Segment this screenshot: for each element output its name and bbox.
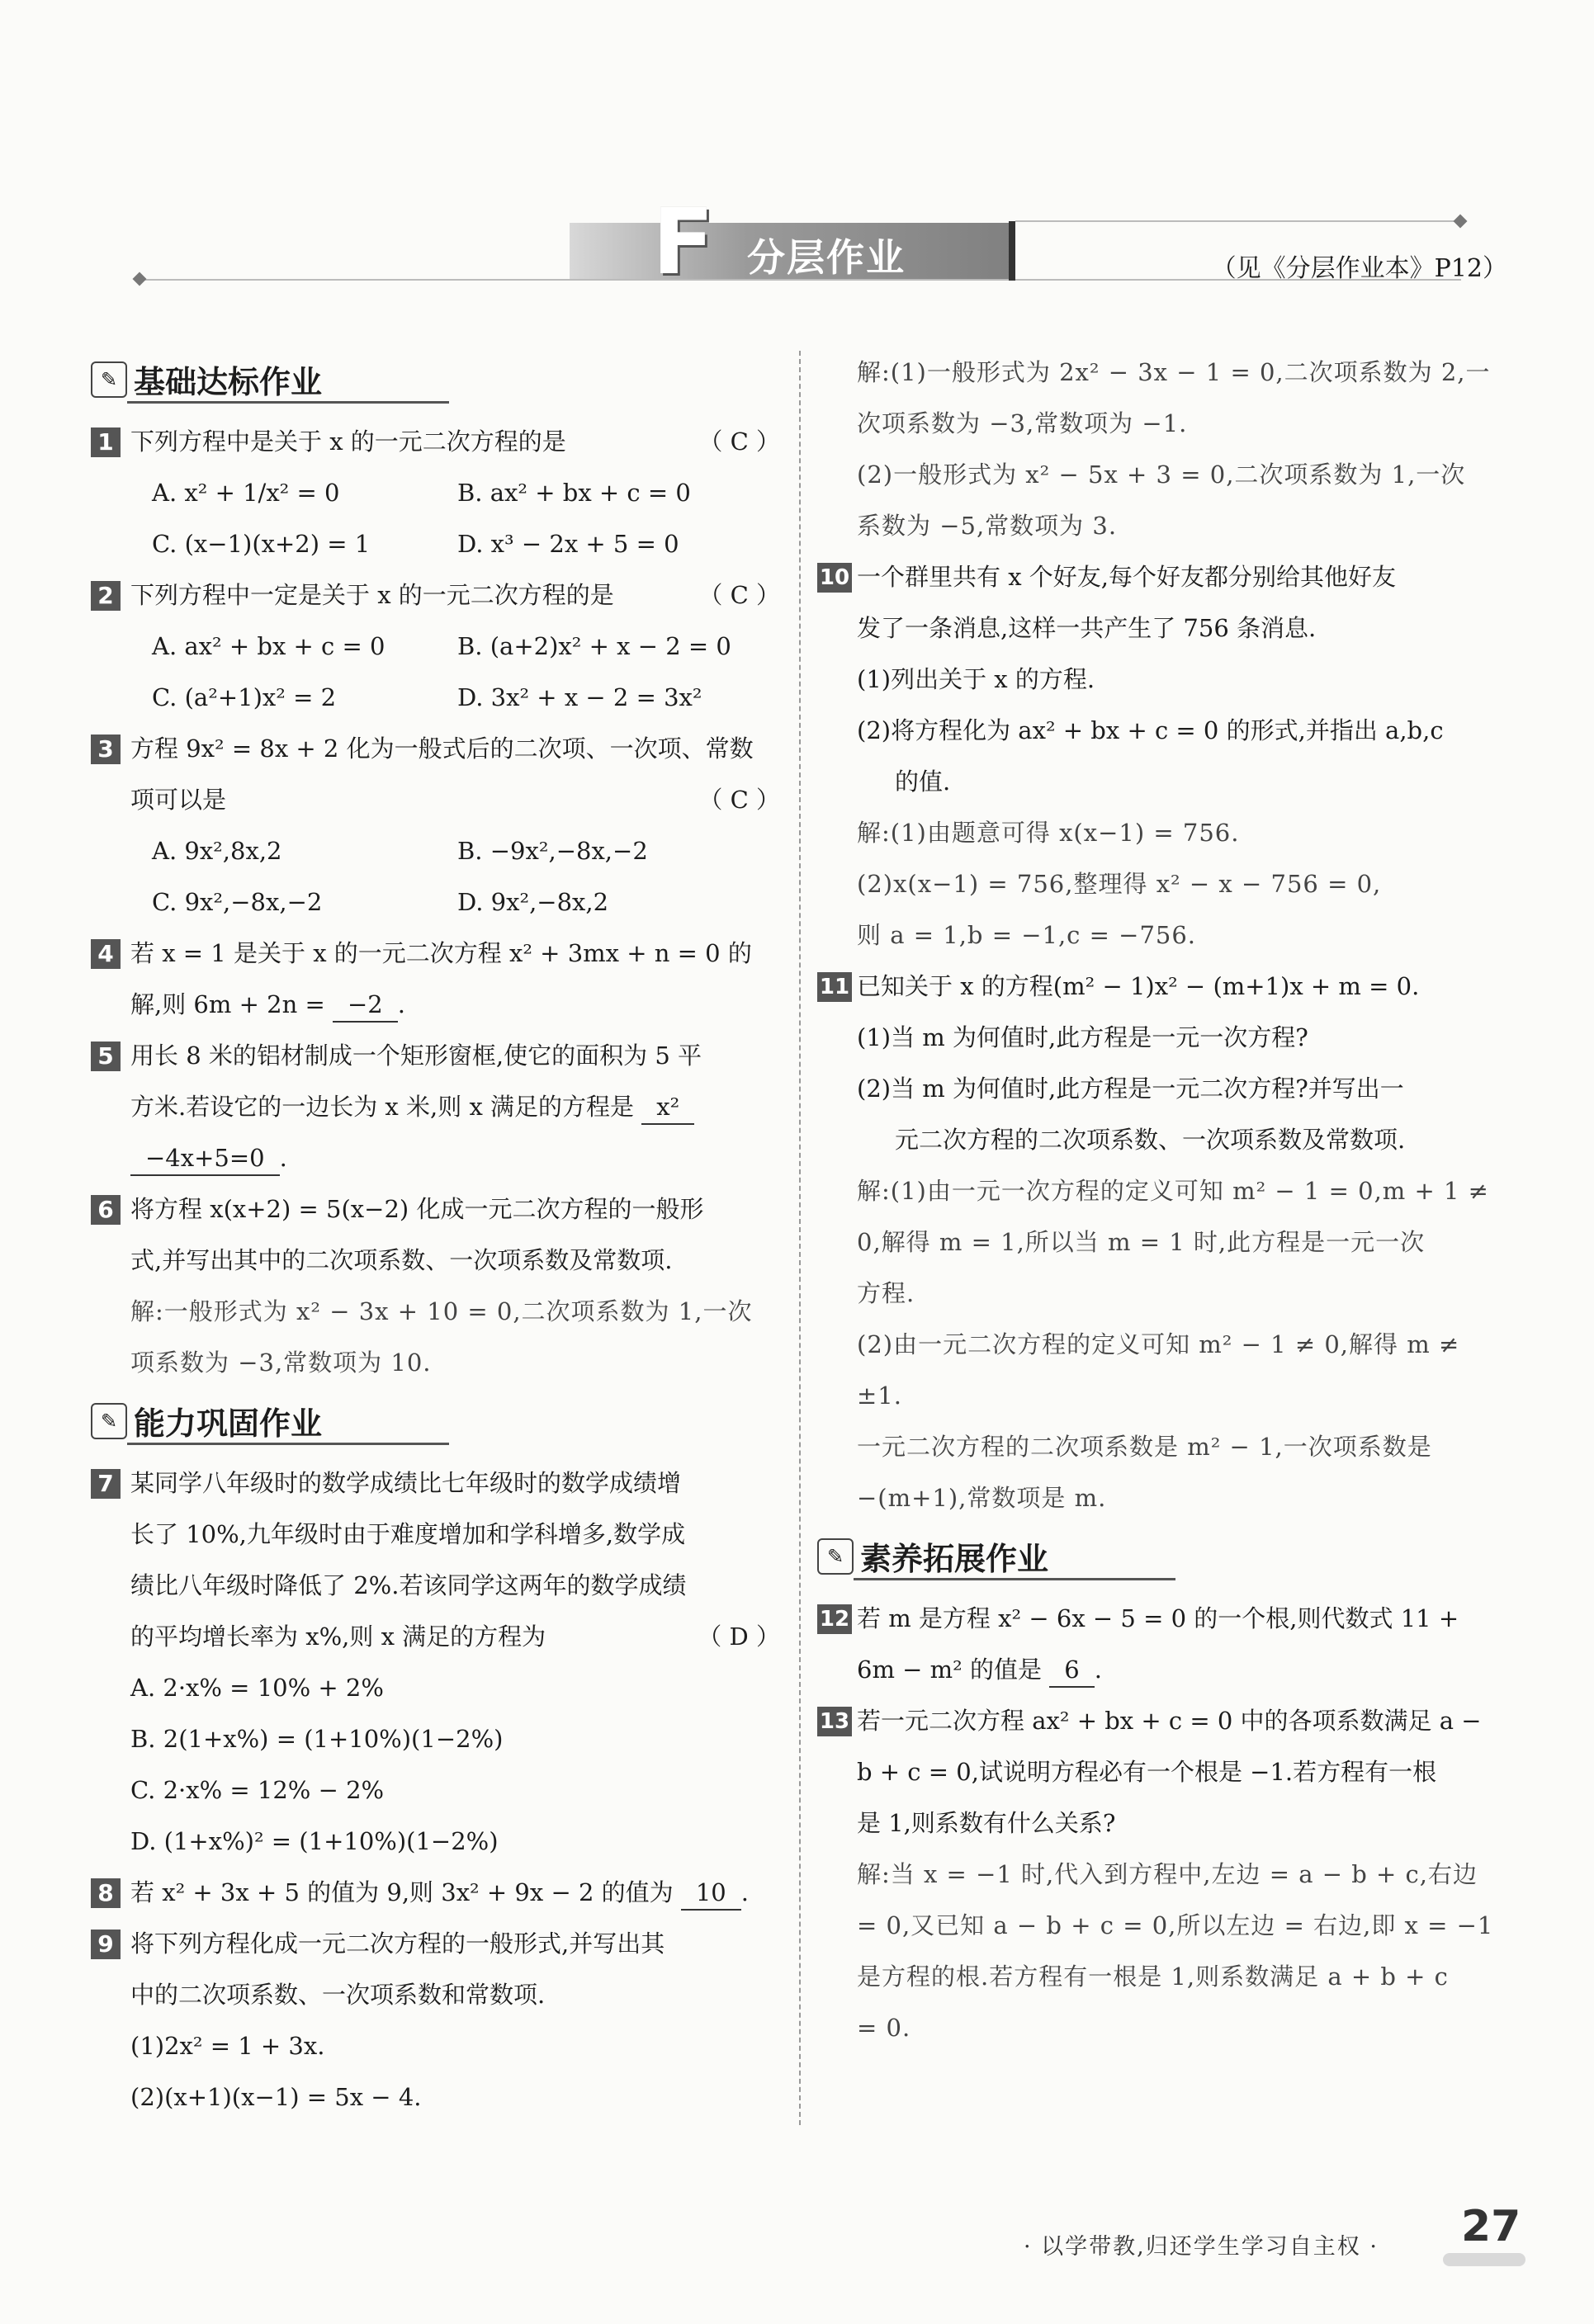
question-12 xyxy=(817,1593,1502,1644)
page-title: 分层作业 xyxy=(747,235,906,280)
question-text-line xyxy=(91,979,780,1030)
question-text-line xyxy=(91,1611,780,1662)
punctuation: . xyxy=(279,1144,287,1172)
solution-line: 则 a = 1,b = −1,c = −756. xyxy=(857,921,1197,949)
question-text-line: 绩比八年级时降低了 2%.若该同学这两年的数学成绩 xyxy=(130,1571,687,1599)
question-text: 已知关于 x 的方程(m² − 1)x² − (m+1)x + m = 0. xyxy=(857,972,1420,1000)
question-text: 若 x = 1 是关于 x 的一元二次方程 x² + 3mx + n = 0 的 xyxy=(130,939,752,967)
option-d: D. x³ − 2x + 5 = 0 xyxy=(457,530,679,558)
question-text: 方米.若设它的一边长为 x 米,则 x 满足的方程是 xyxy=(130,1093,635,1121)
section-label: 素养拓展作业 xyxy=(860,1541,1049,1577)
question-number: 6 xyxy=(91,1195,121,1225)
diamond-icon xyxy=(133,272,147,286)
option-c: C. 9x²,−8x,−2 xyxy=(152,888,323,916)
question-3 xyxy=(91,723,780,774)
solution-line: 解:当 x = −1 时,代入到方程中,左边 = a − b + c,右边 xyxy=(857,1860,1478,1888)
sub-question: 元二次方程的二次项系数、一次项系数及常数项. xyxy=(895,1126,1406,1154)
option-c: C. (x−1)(x+2) = 1 xyxy=(152,530,371,558)
punctuation: . xyxy=(397,990,405,1018)
question-text-line xyxy=(91,1081,780,1132)
question-text: 方程 9x² = 8x + 2 化为一般式后的二次项、一次项、常数 xyxy=(130,735,754,763)
solution-line: = 0. xyxy=(857,2014,911,2042)
page-reference: （见《分层作业本》P12） xyxy=(1211,254,1507,283)
diamond-icon xyxy=(1454,215,1468,229)
solution-line: = 0,又已知 a − b + c = 0,所以左边 = 右边,即 x = −1 xyxy=(857,1911,1494,1939)
question-text: 项可以是 xyxy=(130,786,227,814)
option-b: B. ax² + bx + c = 0 xyxy=(457,479,691,507)
question-text: 解,则 6m + 2n = xyxy=(130,990,325,1018)
sub-question: (2)当 m 为何值时,此方程是一元二次方程?并写出一 xyxy=(857,1075,1404,1103)
question-5 xyxy=(91,1030,780,1081)
option-a: A. x² + 1/x² = 0 xyxy=(152,479,340,507)
option-b: B. 2(1+x%) = (1+10%)(1−2%) xyxy=(130,1725,504,1753)
option-a: A. ax² + bx + c = 0 xyxy=(152,632,385,660)
question-6 xyxy=(91,1183,780,1235)
punctuation: . xyxy=(1094,1656,1102,1684)
solution-line: (2)一般形式为 x² − 5x + 3 = 0,二次项系数为 1,一次 xyxy=(857,461,1466,489)
option-a: A. 9x²,8x,2 xyxy=(152,837,282,865)
section-heading xyxy=(91,352,780,409)
option-d: D. 3x² + x − 2 = 3x² xyxy=(457,683,702,711)
solution-line: (2)由一元二次方程的定义可知 m² − 1 ≠ 0,解得 m ≠ xyxy=(857,1330,1460,1358)
question-text: 6m − m² 的值是 xyxy=(857,1656,1043,1684)
question-number: 8 xyxy=(91,1878,121,1908)
option-b: B. −9x²,−8x,−2 xyxy=(457,837,648,865)
solution-line: 解:(1)一般形式为 2x² − 3x − 1 = 0,二次项系数为 2,一 xyxy=(857,358,1491,386)
solution-line: 项系数为 −3,常数项为 10. xyxy=(130,1349,432,1377)
section-heading xyxy=(817,1528,1502,1586)
question-number: 2 xyxy=(91,581,121,611)
question-text-line xyxy=(91,1132,780,1183)
sub-question: (1)当 m 为何值时,此方程是一元一次方程? xyxy=(857,1023,1308,1051)
option-c: C. (a²+1)x² = 2 xyxy=(152,683,337,711)
question-text: 的平均增长率为 x%,则 x 满足的方程为 xyxy=(130,1623,546,1651)
question-text-line xyxy=(91,1235,780,1286)
page-number-bar xyxy=(1443,2253,1525,2266)
options-row xyxy=(91,518,780,569)
question-text: 若 x² + 3x + 5 的值为 9,则 3x² + 9x − 2 的值为 xyxy=(130,1878,674,1906)
question-text: 若一元二次方程 ax² + bx + c = 0 中的各项系数满足 a − xyxy=(857,1707,1482,1735)
question-7 xyxy=(91,1457,780,1509)
header-divider xyxy=(1015,220,1461,222)
question-number: 4 xyxy=(91,939,121,969)
pencil-icon: ✎ xyxy=(91,1403,127,1439)
options-row xyxy=(91,672,780,723)
banner-bar xyxy=(1009,221,1015,281)
question-text-line xyxy=(91,774,780,825)
banner-letter: F xyxy=(652,189,715,295)
solution-line: (2)x(x−1) = 756,整理得 x² − x − 756 = 0, xyxy=(857,870,1382,898)
right-column xyxy=(817,347,1502,2053)
question-text-line: 中的二次项系数、一次项系数和常数项. xyxy=(130,1981,546,2009)
option-a: A. 2·x% = 10% + 2% xyxy=(130,1674,384,1702)
question-1 xyxy=(91,416,780,467)
answer-blank: 10 xyxy=(681,1876,741,1911)
question-11 xyxy=(817,961,1502,1012)
pencil-icon: ✎ xyxy=(91,361,127,398)
solution-line: 是方程的根.若方程有一根是 1,则系数满足 a + b + c xyxy=(857,1963,1449,1991)
answer-blank: −2 xyxy=(333,988,398,1023)
solution-line: −(m+1),常数项是 m. xyxy=(857,1484,1107,1512)
section-label: 基础达标作业 xyxy=(134,364,323,400)
question-text: 下列方程中是关于 x 的一元二次方程的是 xyxy=(130,427,566,456)
solution-line: 方程. xyxy=(857,1279,915,1307)
question-text-line: 是 1,则系数有什么关系? xyxy=(857,1809,1116,1837)
options-row xyxy=(91,621,780,672)
sub-question: (1)列出关于 x 的方程. xyxy=(857,665,1095,693)
question-number: 7 xyxy=(91,1469,121,1499)
option-d: D. 9x²,−8x,2 xyxy=(457,888,609,916)
solution-line: 一元二次方程的二次项系数是 m² − 1,一次项系数是 xyxy=(857,1433,1432,1461)
question-number: 3 xyxy=(91,735,121,764)
question-number: 10 xyxy=(817,563,852,593)
answer-choice: （ C ） xyxy=(698,581,780,609)
punctuation: . xyxy=(740,1878,749,1906)
answer-blank: −4x+5=0 xyxy=(130,1141,280,1176)
solution-line: 系数为 −5,常数项为 3. xyxy=(857,512,1118,540)
question-9 xyxy=(91,1918,780,1969)
option-c: C. 2·x% = 12% − 2% xyxy=(130,1776,385,1804)
sub-question: (2)(x+1)(x−1) = 5x − 4. xyxy=(130,2083,422,2111)
answer-blank: x² xyxy=(641,1090,694,1125)
section-underline xyxy=(127,1443,449,1445)
question-text-line xyxy=(817,1644,1502,1695)
answer-choice: （ C ） xyxy=(698,786,780,814)
left-column xyxy=(91,347,780,2123)
footer-slogan: · 以学带教,归还学生学习自主权 · xyxy=(1024,2234,1379,2260)
question-2 xyxy=(91,569,780,621)
question-text: 将下列方程化成一元二次方程的一般形式,并写出其 xyxy=(130,1930,665,1958)
solution-line: 解:一般形式为 x² − 3x + 10 = 0,二次项系数为 1,一次 xyxy=(130,1297,753,1325)
options-row xyxy=(91,467,780,518)
sub-question: (1)2x² = 1 + 3x. xyxy=(130,2032,325,2060)
section-heading xyxy=(91,1393,780,1451)
question-text: 若 m 是方程 x² − 6x − 5 = 0 的一个根,则代数式 11 + xyxy=(857,1604,1459,1632)
question-text: 用长 8 米的铝材制成一个矩形窗框,使它的面积为 5 平 xyxy=(130,1042,702,1070)
question-text-line: b + c = 0,试说明方程必有一个根是 −1.若方程有一根 xyxy=(857,1758,1437,1786)
column-divider xyxy=(799,351,801,2125)
solution-line: 0,解得 m = 1,所以当 m = 1 时,此方程是一元一次 xyxy=(857,1228,1426,1256)
answer-choice: （ C ） xyxy=(698,427,780,456)
section-label: 能力巩固作业 xyxy=(134,1405,323,1442)
solution-line: 解:(1)由题意可得 x(x−1) = 756. xyxy=(857,819,1240,847)
question-text: 某同学八年级时的数学成绩比七年级时的数学成绩增 xyxy=(130,1469,682,1497)
options-row xyxy=(91,825,780,876)
question-text: 式,并写出其中的二次项系数、一次项系数及常数项. xyxy=(130,1246,673,1274)
section-underline xyxy=(127,401,449,404)
question-8 xyxy=(91,1867,780,1918)
question-number: 5 xyxy=(91,1042,121,1071)
question-number: 13 xyxy=(817,1707,852,1736)
solution-line: 次项系数为 −3,常数项为 −1. xyxy=(857,409,1188,437)
question-text: 下列方程中一定是关于 x 的一元二次方程的是 xyxy=(130,581,614,609)
pencil-icon: ✎ xyxy=(817,1538,854,1575)
question-4 xyxy=(91,928,780,979)
option-b: B. (a+2)x² + x − 2 = 0 xyxy=(457,632,731,660)
question-text: 一个群里共有 x 个好友,每个好友都分别给其他好友 xyxy=(857,563,1397,591)
option-d: D. (1+x%)² = (1+10%)(1−2%) xyxy=(130,1827,499,1855)
question-text: 将方程 x(x+2) = 5(x−2) 化成一元二次方程的一般形 xyxy=(130,1195,704,1223)
question-10 xyxy=(817,551,1502,602)
options-row xyxy=(91,876,780,928)
answer-blank: 6 xyxy=(1049,1653,1094,1688)
solution-line: 解:(1)由一元一次方程的定义可知 m² − 1 = 0,m + 1 ≠ xyxy=(857,1177,1489,1205)
question-text-line: 发了一条消息,这样一共产生了 756 条消息. xyxy=(857,614,1317,642)
answer-choice: （ D ） xyxy=(698,1623,780,1651)
section-underline xyxy=(854,1578,1175,1580)
question-number: 12 xyxy=(817,1604,852,1634)
sub-question: 的值. xyxy=(895,768,951,796)
page-number: 27 xyxy=(1461,2202,1521,2251)
question-number: 9 xyxy=(91,1930,121,1959)
sub-question: (2)将方程化为 ax² + bx + c = 0 的形式,并指出 a,b,c xyxy=(857,716,1444,744)
question-number: 11 xyxy=(817,972,852,1002)
question-text-line: 长了 10%,九年级时由于难度增加和学科增多,数学成 xyxy=(130,1520,686,1548)
question-13 xyxy=(817,1695,1502,1746)
question-number: 1 xyxy=(91,427,121,457)
page-header xyxy=(0,0,1594,297)
solution-line: ±1. xyxy=(857,1382,902,1410)
